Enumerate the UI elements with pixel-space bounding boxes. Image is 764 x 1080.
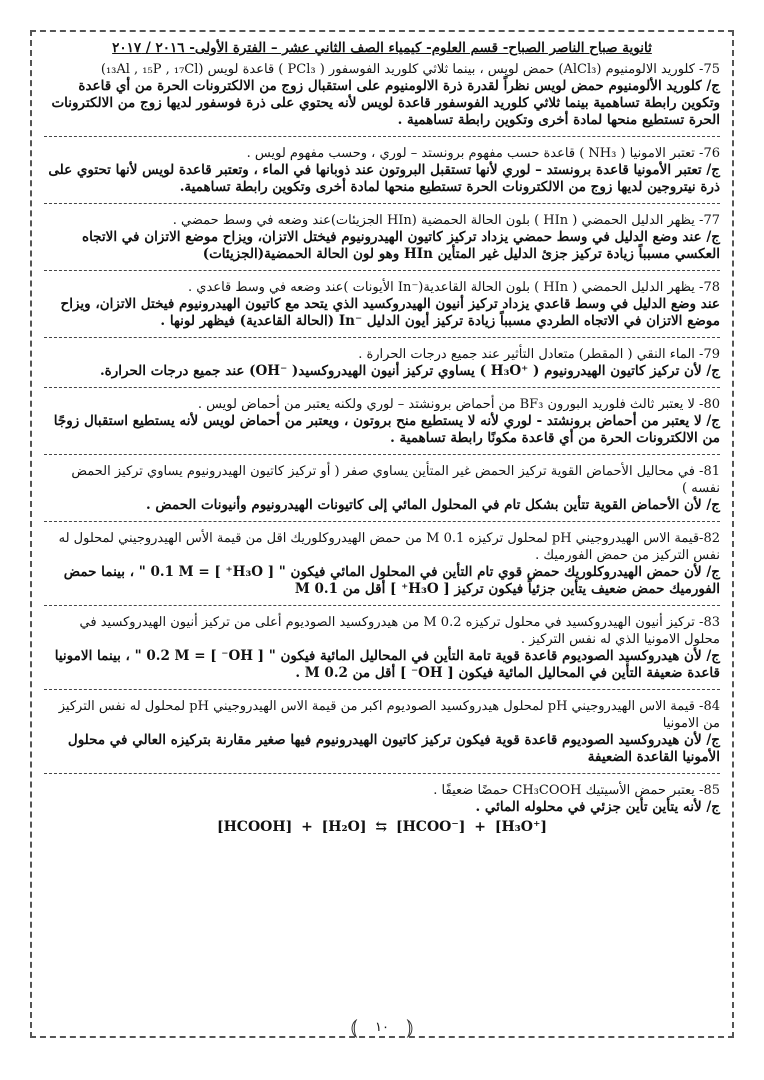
answer-text: ج/ لأن هيدروكسيد الصوديوم قاعدة قوية تامة التأين في المحاليل المائية فيكون " [ OH⁻ ] = 0.2 M " ، بينما الامونيا قاعدة ضعيفة التأين في المحاليل المائية فيكون [ OH⁻ ] أقل من 0.2 M . — [54, 648, 720, 681]
page-header: ثانوية صباح الناصر الصباح- قسم العلوم- كيمياء الصف الثاني عشر – الفترة الأولى- ٢٠١٦ / ٢٠١٧ — [112, 40, 652, 56]
question-text: 82-قيمة الاس الهيدروجيني pH لمحلول تركيزه 0.1 M من حمض الهيدروكلوريك اقل من قيمة الأس الهيدروجيني لمحلول له نفس التركيز من حمض الفورميك . — [58, 531, 720, 563]
question-text: 76- تعتبر الامونيا ( NH₃ ) قاعدة حسب مفهوم برونستد – لوري ، وحسب مفهوم لويس . — [246, 146, 720, 161]
chemical-equation: [HCOOH] + [H₂O] ⇆ [HCOO⁻] + [H₃O⁺] — [216, 819, 548, 835]
question-block-84 — [44, 698, 720, 766]
divider — [44, 521, 720, 522]
question-text: 83- تركيز أنيون الهيدروكسيد في محلول تركيزه 0.2 M من هيدروكسيد الصوديوم أعلى من تركيز أنيون الهيدروكسيد في محلول الامونيا الذي له نفس التركيز . — [79, 615, 720, 647]
page-number — [340, 1016, 424, 1040]
question-text: 75- كلوريد الالومنيوم (AlCl₃) حمض لويس ، بينما ثلاثي كلوريد الفوسفور ( PCl₃ ) قاعدة لويس (₁₃Al , ₁₅P , ₁₇Cl) — [100, 62, 720, 77]
question-block-75 — [44, 61, 720, 129]
question-block-83 — [44, 614, 720, 682]
question-text: 84- قيمة الاس الهيدروجيني pH لمحلول هيدروكسيد الصوديوم اكبر من قيمة الاس الهيدروجيني pH لمحلول له نفس التركيز من الامونيا — [58, 699, 720, 731]
question-block-85 — [44, 782, 720, 836]
divider — [44, 337, 720, 338]
question-block-82 — [44, 530, 720, 598]
question-text: 80- لا يعتبر ثالث فلوريد البورون BF₃ من أحماض برونشتد – لوري ولكنه يعتبر من أحماض لويس . — [197, 397, 720, 412]
answer-text: ج/ لا يعتبر من أحماض برونشتد - لوري لأنه لا يستطيع منح بروتون ، ويعتبر من أحماض لويس لأنه يستطيع استقبال زوجًا من الالكترونات الحرة من أي قاعدة مكونًا رابطة تساهمية . — [53, 413, 720, 446]
bracket-left-icon: ⦅ — [350, 1015, 358, 1040]
question-block-80 — [44, 396, 720, 447]
question-text: 85- يعتبر حمض الأسيتيك CH₃COOH حمضًا ضعيفًا . — [433, 783, 720, 798]
answer-text: ج/ لأن هيدروكسيد الصوديوم قاعدة قوية فيكون تركيز كاتيون الهيدرونيوم فيها صغير مقارنة بتركيزه العالي في محلول الأمونيا القاعدة الضعيفة — [67, 732, 720, 765]
divider — [44, 605, 720, 606]
answer-text: ج/ تعتبر الأمونيا قاعدة برونستد – لوري لأنها تستقبل البروتون عند ذوبانها في الماء ، وتعتبر قاعدة لويس لأنها تحتوي على ذرة نيتروجين لديها زوج من الالكترونات الحرة تستطيع منحها لمادة أخرى وتكوين رابطة تساهمية. — [48, 162, 720, 195]
divider — [44, 454, 720, 455]
answer-text: ج/ لأن حمض الهيدروكلوريك حمض قوي تام التأين في المحلول المائي فيكون " [ H₃O⁺ ] = 0.1 M " ، بينما حمض الفورميك حمض ضعيف يتأين جزئياً فيكون تركيز [ H₃O⁺ ] أقل من 0.1 M — [63, 564, 720, 597]
question-text: 77- يظهر الدليل الحمضي ( HIn ) بلون الحالة الحمضية (HIn الجزيئات)عند وضعه في وسط حمضي . — [172, 213, 720, 228]
question-text: 79- الماء النقي ( المقطر) متعادل التأثير عند جميع درجات الحرارة . — [358, 347, 720, 362]
answer-text: ج/ لأن تركيز كاتيون الهيدرونيوم ( ⁺H₃O ) يساوي تركيز أنيون الهيدروكسيد( ⁻OH) عند جميع درجات الحرارة. — [99, 363, 720, 379]
divider — [44, 387, 720, 388]
divider — [44, 136, 720, 137]
question-text: 78- يظهر الدليل الحمضي ( HIn ) بلون الحالة القاعدية(⁻In الأيونات )عند وضعه في وسط قاعدي . — [188, 280, 720, 295]
divider — [44, 203, 720, 204]
divider — [44, 773, 720, 774]
question-text: 81- في محاليل الأحماض القوية تركيز الحمض غير المتأين يساوي صفر ( أو تركيز كاتيون الهيدرونيوم يساوي تركيز الحمض نفسه ) — [71, 464, 720, 496]
question-block-81 — [44, 463, 720, 514]
answer-text: ج/ كلوريد الألومنيوم حمض لويس نظراً لقدرة ذرة الالومنيوم على استقبال زوج من الالكترونات الحرة من أي قاعدة وتكوين رابطة تساهمية بينما ثلاثي كلوريد الفوسفور قاعدة لويس لأنه يحتوي على ذرة فوسفور لديها زوج من الالكترونات الحرة تستطيع منحها لمادة أخرى وتكوين رابطة تساهمية . — [51, 78, 720, 128]
divider — [44, 689, 720, 690]
document-body — [44, 40, 720, 836]
page-number-text: ١٠ — [375, 1020, 389, 1035]
question-block-78 — [44, 279, 720, 330]
question-block-77 — [44, 212, 720, 263]
question-block-79 — [44, 346, 720, 380]
bracket-right-icon: ⦆ — [406, 1015, 414, 1040]
question-block-76 — [44, 145, 720, 196]
answer-text: ج/ لأن الأحماض القوية تتأين بشكل تام في المحلول المائي إلى كاتيونات الهيدرونيوم وأنيونات الحمض . — [145, 497, 720, 513]
answer-text: ج/ عند وضع الدليل في وسط حمضي يزداد تركيز كاتيون الهيدرونيوم فيختل الاتزان، ويزاح موضع الاتزان في الاتجاه العكسي مسبباً زيادة تركيز جزئ الدليل غير المتأين HIn وهو لون الحالة الحمضية(الجزيئات) — [82, 229, 720, 262]
answer-text: عند وضع الدليل في وسط قاعدي يزداد تركيز أنيون الهيدروكسيد الذي يتحد مع كاتيون الهيدرونيوم فيختل الاتزان، ويزاح موضع الاتزان في الاتجاه الطردي مسبباً زيادة تركيز أيون الدليل ⁻In (الحالة القاعدية) فيظهر لونها . — [60, 296, 720, 329]
answer-text: ج/ لأنه يتأين تأين جزئي في محلوله المائي . — [475, 799, 720, 815]
divider — [44, 270, 720, 271]
